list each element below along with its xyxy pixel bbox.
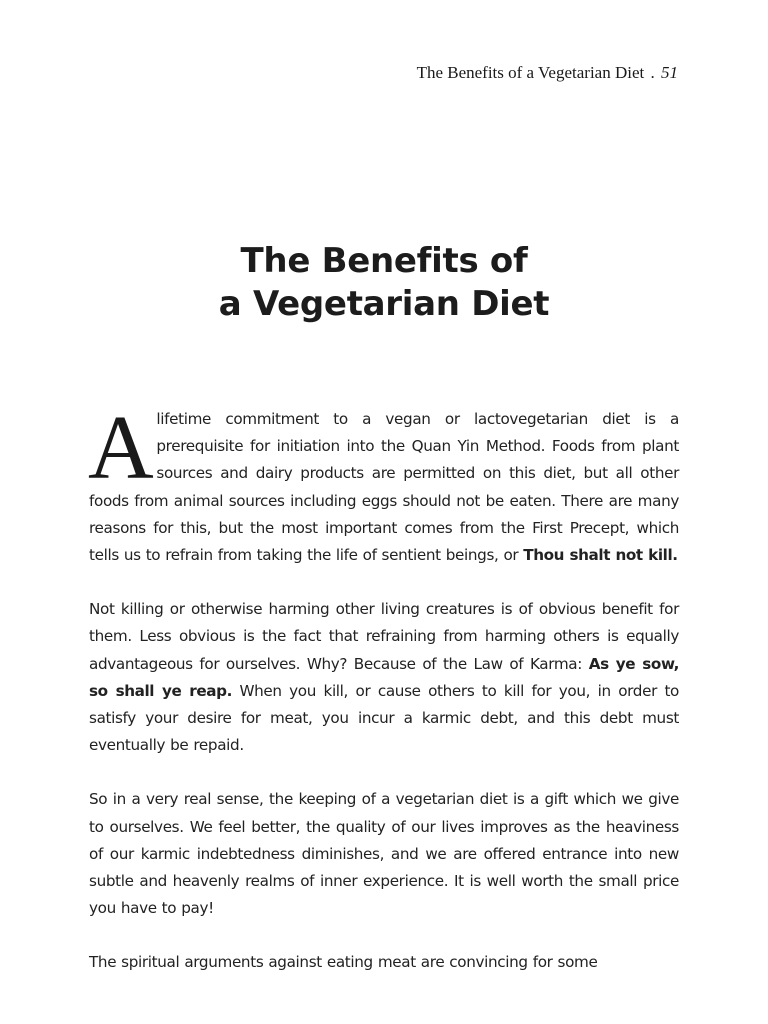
page-number: 51 — [661, 63, 678, 82]
paragraph-1-text: lifetime commitment to a vegan or lactovegetarian diet is a prerequisite for initiation into the Quan Yin Method. Foods from plant sources and dairy products are permitted on this diet, but all other foods from animal sources including eggs should not be eaten. There are many reasons for this, but the most important comes from the First Precept, which tells us to refrain from taking the life of sentient beings, or — [89, 410, 679, 565]
running-head-title: The Benefits of a Vegetarian Diet — [416, 63, 645, 82]
chapter-title — [0, 240, 768, 326]
running-head-separator: . — [650, 63, 655, 82]
paragraph-2 — [89, 596, 679, 759]
running-head — [417, 63, 678, 83]
chapter-title-line-1: The Benefits of — [240, 241, 528, 281]
paragraph-3: So in a very real sense, the keeping of a vegetarian diet is a gift which we give to ourselves. We feel better, the quality of our lives improves as the heaviness of our karmic indebtedness diminishes, and we are offered entrance into new subtle and heavenly realms of inner experience. It is well worth the small price you have to pay! — [89, 790, 679, 918]
paragraph-4: The spiritual arguments against eating meat are convincing for some — [89, 953, 598, 972]
drop-cap: A — [88, 397, 154, 498]
body-text — [88, 397, 679, 1004]
paragraph-2-text-after: When you kill, or cause others to kill for you, in order to satisfy your desire for meat, you incur a karmic debt, and this debt must eventually be repaid. — [89, 681, 679, 755]
paragraph-2-emphasis: As ye sow, so shall ye reap. — [89, 654, 679, 700]
paragraph-1-emphasis: Thou shalt not kill. — [523, 546, 678, 565]
chapter-title-line-2: a Vegetarian Diet — [218, 284, 550, 324]
paragraph-1 — [88, 397, 679, 569]
paragraph-2-text-before: Not killing or otherwise harming other living creatures is of obvious benefit for them. Less obvious is the fact that refraining from harming others is equally advantageous for ourselves. Why? Because of the Law of Karma: — [89, 600, 679, 673]
